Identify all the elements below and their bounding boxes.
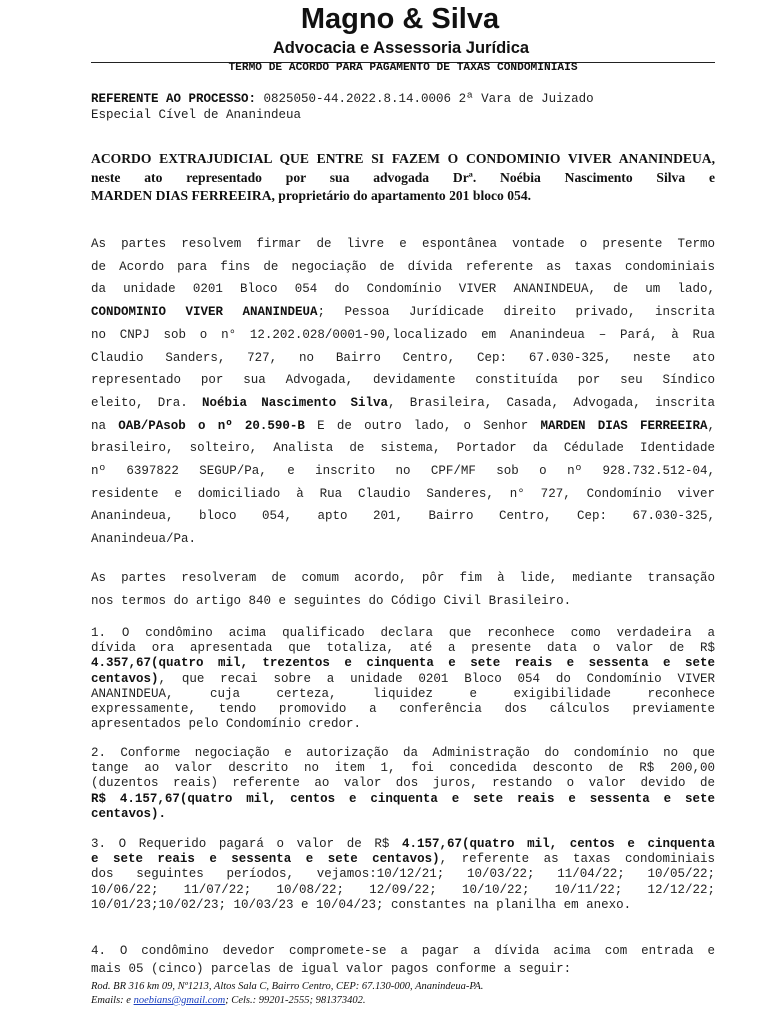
acordo-line: ACORDO EXTRAJUDICIAL QUE ENTRE SI FAZEM O CONDOMINIO VIVER ANANINDEUA, bbox=[91, 151, 715, 166]
acordo-line: neste ato representado por sua advogada Drª. Noébia Nascimento Silva e bbox=[91, 169, 715, 185]
referente-value: 0825050-44.2022.8.14.0006 2ª Vara de Juizado bbox=[256, 92, 594, 106]
paragraph-text: E de outro lado, o Senhor bbox=[304, 418, 541, 433]
paragraph-line: 4. O condômino devedor compromete-se a pagar a dívida acima com entrada e bbox=[91, 944, 715, 958]
paragraph-line bbox=[91, 837, 715, 852]
paragraph-text: , referente as taxas condominiais bbox=[439, 852, 715, 867]
clause-3 bbox=[91, 837, 715, 913]
paragraph-text: eleito, Dra. bbox=[91, 395, 202, 410]
paragraph-text: 3. O Requerido pagará o valor de R$ bbox=[91, 837, 402, 851]
paragraph-line: da unidade 0201 Bloco 054 do Condomínio VIVER ANANINDEUA, de um lado, bbox=[91, 282, 715, 297]
paragraph-line: mais 05 (cinco) parcelas de igual valor pagos conforme a seguir: bbox=[91, 962, 572, 976]
firm-name: Magno & Silva bbox=[300, 3, 500, 35]
paragraph-line: residente e domiciliado à Rua Claudio Sanderes, n° 727, Condomínio viver bbox=[91, 486, 715, 501]
paragraph-text: , que recai sobre a unidade 0201 Bloco 054 do Condomínio VIVER bbox=[158, 671, 715, 686]
paragraph-line: Claudio Sanders, 727, no Bairro Centro, Cep: 67.030-325, neste ato bbox=[91, 350, 715, 365]
payment-amount-cont: e sete reais e sessenta e sete centavos) bbox=[91, 852, 440, 867]
paragraph-line: Ananindeua, bloco 054, apto 201, Bairro Centro, Cep: 67.030-325, bbox=[91, 509, 715, 524]
clause-1 bbox=[91, 626, 715, 732]
footer-text: ; Cels.: 99201-2555; 981373402. bbox=[225, 995, 366, 1006]
paragraph-line bbox=[91, 392, 715, 415]
advogada-name: Noébia Nascimento Silva bbox=[202, 395, 388, 410]
paragraph-line bbox=[91, 415, 715, 438]
paragraph-line: 10/06/22; 11/07/22; 10/08/22; 12/09/22; 10/10/22; 10/11/22; 12/12/22; bbox=[91, 882, 715, 897]
reduced-amount: R$ 4.157,67(quatro mil, centos e cinquenta e sete reais e sessenta e sete bbox=[91, 791, 715, 806]
clause-4 bbox=[91, 942, 715, 978]
oab-number: OAB/PAsob o nº 20.590-B bbox=[118, 418, 305, 433]
firm-subtitle: Advocacia e Assessoria Jurídica bbox=[272, 39, 530, 57]
paragraph-line bbox=[91, 807, 715, 822]
paragraph-line: 10/01/23;10/02/23; 10/03/23 e 10/04/23; constantes na planilha em anexo. bbox=[91, 897, 632, 912]
payment-amount: 4.157,67(quatro mil, centos e cinquenta bbox=[401, 837, 715, 851]
paragraph-line: (duzentos reais) referente ao valor dos juros, restando o valor devido de bbox=[91, 776, 715, 791]
footer-address: Rod. BR 316 km 09, Nº1213, Altos Sala C, Bairro Centro, CEP: 67.130-000, Ananindeua-PA. bbox=[91, 981, 484, 992]
paragraph-text: ; Pessoa Jurídicade direito privado, inscrita bbox=[317, 305, 715, 320]
debt-amount-cont: centavos) bbox=[91, 671, 159, 686]
clause-2 bbox=[91, 746, 715, 822]
paragraph-text: na bbox=[91, 418, 119, 433]
referente-processo bbox=[91, 91, 715, 123]
page-footer bbox=[91, 980, 715, 1008]
referente-label: REFERENTE AO PROCESSO: bbox=[91, 92, 257, 106]
paragraph-line: dívida ora apresentada que totaliza, até a presente data o valor de R$ bbox=[91, 641, 715, 656]
paragraph-line: no CNPJ sob o n° 12.202.028/0001-90,localizado em Ananindeua – Pará, à Rua bbox=[91, 327, 715, 342]
footer-contacts bbox=[91, 994, 715, 1008]
footer-text: Emails: e bbox=[91, 995, 134, 1006]
paragraph-text: , Brasileira, Casada, Advogada, inscrita bbox=[388, 395, 715, 410]
paragraph-line: tange ao valor descrito no item 1, foi concedida desconto de R$ 200,00 bbox=[91, 761, 715, 776]
paragraph-line bbox=[91, 672, 715, 687]
devedor-name: MARDEN DIAS FERREEIRA bbox=[540, 418, 708, 433]
paragraph-line: apresentados pelo Condomínio credor. bbox=[91, 717, 362, 732]
paragraph-line: dos seguintes períodos, vejamos:10/12/21; 10/03/22; 11/04/22; 10/05/22; bbox=[91, 867, 715, 882]
paragraph-line bbox=[91, 852, 715, 867]
paragraph-line: brasileiro, solteiro, Analista de sistema, Portador da Cédulade Identidade bbox=[91, 441, 715, 456]
paragraph-line: As partes resolvem firmar de livre e espontânea vontade o presente Termo bbox=[91, 237, 715, 251]
paragraph-line: As partes resolveram de comum acordo, pôr fim à lide, mediante transação bbox=[91, 571, 715, 585]
paragraph-line: representado por sua Advogada, devidamente constituída por seu Síndico bbox=[91, 373, 715, 388]
paragraph-line bbox=[91, 656, 715, 671]
acordo-line: MARDEN DIAS FERREEIRA, proprietário do apartamento 201 bloco 054. bbox=[91, 188, 532, 203]
condominio-name: CONDOMINIO VIVER ANANINDEUA bbox=[91, 305, 318, 320]
paragraph-line bbox=[91, 301, 715, 324]
paragraph-line: de Acordo para fins de negociação de dívida referente as taxas condominiais bbox=[91, 259, 715, 274]
paragraph-text: , bbox=[707, 418, 715, 433]
document-title: TERMO DE ACORDO PARA PAGAMENTO DE TAXAS CONDOMINIAIS bbox=[228, 62, 578, 74]
email-link[interactable]: noebians@gmail.com bbox=[133, 995, 226, 1006]
referente-line2: Especial Cível de Ananindeua bbox=[91, 108, 302, 122]
paragraph-line: expressamente, tendo promovido a conferência dos cálculos previamente bbox=[91, 702, 715, 717]
paragraph-line: nos termos do artigo 840 e seguintes do Código Civil Brasileiro. bbox=[91, 593, 572, 608]
debt-amount: 4.357,67(quatro mil, trezentos e cinquenta e sete reais e sessenta e sete bbox=[91, 656, 715, 671]
paragraph-line: 2. Conforme negociação e autorização da Administração do condomínio no que bbox=[91, 746, 715, 760]
paragraph-line: ANANINDEUA, cuja certeza, liquidez e exigibilidade reconhece bbox=[91, 686, 715, 701]
paragraph-line: nº 6397822 SEGUP/Pa, e inscrito no CPF/MF sob o nº 928.732.512-04, bbox=[91, 464, 715, 479]
acordo-paragraph bbox=[91, 150, 715, 206]
paragraph-line: 1. O condômino acima qualificado declara que reconhece como verdadeira a bbox=[91, 626, 715, 640]
partes-acordo-paragraph bbox=[91, 567, 715, 612]
reduced-amount-cont: centavos). bbox=[91, 806, 167, 821]
paragraph-line bbox=[91, 792, 715, 807]
paragraph-line: Ananindeua/Pa. bbox=[91, 532, 197, 547]
partes-paragraph bbox=[91, 233, 715, 551]
